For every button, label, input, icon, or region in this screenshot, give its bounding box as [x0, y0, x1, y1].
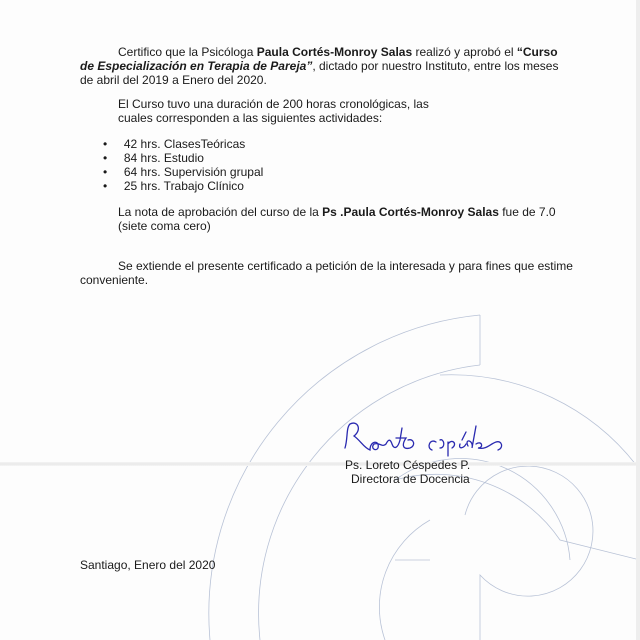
paragraph-4-line-1: Se extiende el presente certificado a petición de la interesada y para fines que estime: [118, 259, 573, 273]
paragraph-1-line-1: Certifico que la Psicóloga Paula Cortés-Monroy Salas realizó y aprobó el “Curso: [118, 45, 558, 59]
signature: [340, 418, 515, 458]
paragraph-3-line-2: (siete coma cero): [118, 219, 211, 233]
student-name: Paula Cortés-Monroy Salas: [256, 45, 413, 59]
paragraph-3-line-1: La nota de aprobación del curso de la Ps .Paula Cortés-Monroy Salas fue de 7.0: [118, 205, 556, 219]
activity-item: • 84 hrs. Estudio: [103, 151, 204, 165]
paragraph-1-line-3: de abril del 2019 a Enero del 2020.: [80, 73, 267, 87]
activity-item: • 64 hrs. Supervisión grupal: [103, 165, 264, 179]
activity-item: • 42 hrs. ClasesTeóricas: [103, 137, 246, 151]
paragraph-1-line-2: de Especialización en Terapia de Pareja”, dictado por nuestro Instituto, entre los meses: [80, 59, 559, 73]
place-date: Santiago, Enero del 2020: [80, 558, 216, 572]
paper-fold: [0, 462, 640, 466]
activity-item: • 25 hrs. Trabajo Clínico: [103, 179, 244, 193]
paragraph-2-line-1: El Curso tuvo una duración de 200 horas cronológicas, las: [118, 97, 429, 111]
paragraph-2-line-2: cuales corresponden a las siguientes actividades:: [118, 111, 383, 125]
signer-role: Directora de Docencia: [351, 472, 470, 486]
course-name-start: “Curso: [516, 45, 558, 59]
signer-name: Ps. Loreto Céspedes P.: [345, 458, 471, 472]
paper-edge: [636, 0, 640, 640]
paragraph-4-line-2: conveniente.: [80, 273, 149, 287]
course-name: de Especialización en Terapia de Pareja”: [80, 59, 313, 73]
